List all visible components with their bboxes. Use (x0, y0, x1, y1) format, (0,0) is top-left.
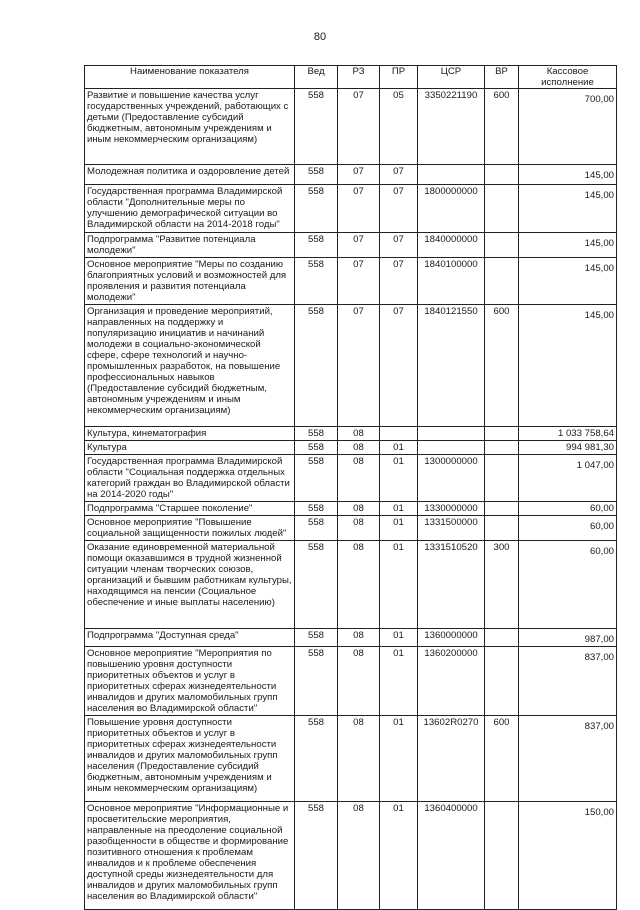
row-ved: 558 (295, 441, 338, 455)
row-amount (519, 802, 617, 910)
row-pr: 01 (380, 802, 418, 910)
row-pr: 01 (380, 716, 418, 802)
row-rz: 07 (338, 258, 380, 305)
amount-value: 1 033 758,64 (557, 428, 614, 439)
row-rz: 07 (338, 185, 380, 233)
row-csr: 1360200000 (418, 647, 485, 716)
header-csr: ЦСР (418, 66, 485, 89)
table-row (85, 427, 617, 441)
row-vr (485, 647, 519, 716)
row-csr: 1840000000 (418, 233, 485, 258)
row-ved: 558 (295, 629, 338, 647)
table-row (85, 516, 617, 541)
header-ved: Вед (295, 66, 338, 89)
table-row (85, 185, 617, 233)
row-pr (380, 427, 418, 441)
row-csr (418, 427, 485, 441)
row-csr: 1330000000 (418, 502, 485, 516)
row-name: Организация и проведение мероприятий, направленных на поддержку и популяризацию инициатив и начинаний молодежи в социально-экономической сфере, сфере технологий и научно-промышленных разработок, на повышение профессиональных навыков (Предоставление субсидий бюджетным, автономным учреждениям и иным некоммерческим организациям) (85, 305, 295, 427)
table-row (85, 647, 617, 716)
table-row (85, 305, 617, 427)
row-vr: 600 (485, 89, 519, 165)
row-name: Молодежная политика и оздоровление детей (85, 165, 295, 185)
table-row (85, 89, 617, 165)
row-amount (519, 441, 617, 455)
row-ved: 558 (295, 89, 338, 165)
row-vr (485, 802, 519, 910)
row-rz: 08 (338, 441, 380, 455)
row-name: Культура, кинематография (85, 427, 295, 441)
row-name: Подпрограмма "Старшее поколение" (85, 502, 295, 516)
row-rz: 08 (338, 629, 380, 647)
row-amount (519, 89, 617, 165)
row-csr: 1300000000 (418, 455, 485, 502)
amount-value: 145,00 (584, 238, 614, 249)
row-rz: 08 (338, 427, 380, 441)
row-amount (519, 629, 617, 647)
row-vr (485, 233, 519, 258)
row-rz: 08 (338, 541, 380, 629)
row-rz: 08 (338, 716, 380, 802)
table-row (85, 165, 617, 185)
amount-value: 60,00 (589, 503, 614, 514)
row-name: Основное мероприятие "Повышение социальной защищенности пожилых людей" (85, 516, 295, 541)
row-csr: 1840121550 (418, 305, 485, 427)
row-amount (519, 305, 617, 427)
row-vr (485, 258, 519, 305)
row-ved: 558 (295, 258, 338, 305)
row-vr: 600 (485, 716, 519, 802)
row-amount (519, 516, 617, 541)
row-pr: 01 (380, 541, 418, 629)
row-name: Повышение уровня доступности приоритетных объектов и услуг в приоритетных сферах жизнедеятельности инвалидов и других маломобильных групп населения (Предоставление субсидий бюджетным, автономным учреждениям и иным некоммерческим организациям) (85, 716, 295, 802)
row-pr: 01 (380, 455, 418, 502)
table-row (85, 441, 617, 455)
amount-value: 994 981,30 (565, 442, 614, 453)
header-pr: ПР (380, 66, 418, 89)
row-amount (519, 233, 617, 258)
row-name: Основное мероприятие "Мероприятия по повышению уровня доступности приоритетных объектов и услуг в приоритетных сферах жизнедеятельности инвалидов и других маломобильных групп населения во Владимирской области" (85, 647, 295, 716)
row-ved: 558 (295, 516, 338, 541)
header-vr: ВР (485, 66, 519, 89)
amount-value: 837,00 (584, 652, 614, 663)
row-rz: 08 (338, 455, 380, 502)
row-amount (519, 647, 617, 716)
row-ved: 558 (295, 305, 338, 427)
header-rz: РЗ (338, 66, 380, 89)
row-amount (519, 455, 617, 502)
amount-value: 987,00 (584, 634, 614, 645)
row-name: Основное мероприятие "Меры по созданию благоприятных условий и возможностей для проявления и развития потенциала молодежи" (85, 258, 295, 305)
row-vr (485, 185, 519, 233)
amount-value: 150,00 (584, 807, 614, 818)
header-amount: Кассовое исполнение (519, 66, 617, 89)
table-row (85, 233, 617, 258)
row-name: Оказание единовременной материальной помощи оказавшимся в трудной жизненной ситуации членам творческих союзов, организаций и бывшим работникам культуры, находящимся на пенсии (Социальное обеспечение и иные выплаты населению) (85, 541, 295, 629)
page-number: 80 (313, 31, 327, 43)
row-pr: 05 (380, 89, 418, 165)
table-row (85, 629, 617, 647)
row-csr: 1331510520 (418, 541, 485, 629)
row-rz: 07 (338, 233, 380, 258)
amount-value: 60,00 (589, 546, 614, 557)
row-vr (485, 502, 519, 516)
amount-value: 837,00 (584, 721, 614, 732)
header-name: Наименование показателя (85, 66, 295, 89)
row-name: Основное мероприятие "Информационные и просветительские мероприятия, направленные на преодоление социальной разобщенности в обществе и формирование позитивного отношения к проблемам инвалидов и к проблеме обеспечения доступной среды жизнедеятельности для инвалидов и других маломобильных групп населения во Владимирской области" (85, 802, 295, 910)
row-vr (485, 427, 519, 441)
row-csr (418, 165, 485, 185)
row-name: Подпрограмма "Доступная среда" (85, 629, 295, 647)
row-pr: 01 (380, 516, 418, 541)
table-row (85, 455, 617, 502)
row-pr: 01 (380, 441, 418, 455)
row-pr: 07 (380, 305, 418, 427)
row-rz: 08 (338, 802, 380, 910)
row-vr: 300 (485, 541, 519, 629)
row-ved: 558 (295, 716, 338, 802)
row-name: Государственная программа Владимирской области "Социальная поддержка отдельных категорий граждан во Владимирской области на 2014-2020 годы" (85, 455, 295, 502)
row-ved: 558 (295, 455, 338, 502)
row-amount (519, 716, 617, 802)
amount-value: 145,00 (584, 310, 614, 321)
row-rz: 07 (338, 305, 380, 427)
table-row (85, 258, 617, 305)
row-ved: 558 (295, 185, 338, 233)
row-amount (519, 258, 617, 305)
row-csr: 1360400000 (418, 802, 485, 910)
row-ved: 558 (295, 647, 338, 716)
table-row (85, 716, 617, 802)
row-amount (519, 165, 617, 185)
table-row (85, 802, 617, 910)
budget-table (84, 65, 617, 910)
amount-value: 145,00 (584, 263, 614, 274)
row-csr: 3350221190 (418, 89, 485, 165)
row-vr (485, 441, 519, 455)
row-name: Культура (85, 441, 295, 455)
table-row (85, 541, 617, 629)
row-vr (485, 455, 519, 502)
row-csr: 1840100000 (418, 258, 485, 305)
row-name: Подпрограмма "Развитие потенциала молодежи" (85, 233, 295, 258)
row-pr: 07 (380, 185, 418, 233)
row-csr: 1331500000 (418, 516, 485, 541)
row-ved: 558 (295, 541, 338, 629)
row-rz: 07 (338, 165, 380, 185)
row-ved: 558 (295, 165, 338, 185)
row-rz: 07 (338, 89, 380, 165)
row-name: Развитие и повышение качества услуг государственных учреждений, работающих с детьми (Предоставление субсидий бюджетным, автономным учреждениям и иным некоммерческим организациям) (85, 89, 295, 165)
amount-value: 700,00 (584, 94, 614, 105)
table-row (85, 502, 617, 516)
row-ved: 558 (295, 233, 338, 258)
row-pr: 01 (380, 629, 418, 647)
amount-value: 145,00 (584, 170, 614, 181)
row-vr: 600 (485, 305, 519, 427)
row-amount (519, 185, 617, 233)
row-vr (485, 516, 519, 541)
row-ved: 558 (295, 427, 338, 441)
row-pr: 01 (380, 502, 418, 516)
row-amount (519, 502, 617, 516)
row-csr: 1800000000 (418, 185, 485, 233)
row-amount (519, 541, 617, 629)
row-ved: 558 (295, 502, 338, 516)
row-csr (418, 441, 485, 455)
row-rz: 08 (338, 516, 380, 541)
row-pr: 01 (380, 647, 418, 716)
row-pr: 07 (380, 233, 418, 258)
row-amount (519, 427, 617, 441)
row-vr (485, 629, 519, 647)
row-csr: 1360000000 (418, 629, 485, 647)
row-pr: 07 (380, 258, 418, 305)
amount-value: 60,00 (589, 521, 614, 532)
row-ved: 558 (295, 802, 338, 910)
row-rz: 08 (338, 502, 380, 516)
row-name: Государственная программа Владимирской области "Дополнительные меры по улучшению демографической ситуации во Владимирской области на 2014-2018 годы" (85, 185, 295, 233)
amount-value: 1 047,00 (576, 460, 614, 471)
row-rz: 08 (338, 647, 380, 716)
table-header-row (85, 66, 617, 89)
amount-value: 145,00 (584, 190, 614, 201)
row-pr: 07 (380, 165, 418, 185)
row-vr (485, 165, 519, 185)
row-csr: 13602R0270 (418, 716, 485, 802)
